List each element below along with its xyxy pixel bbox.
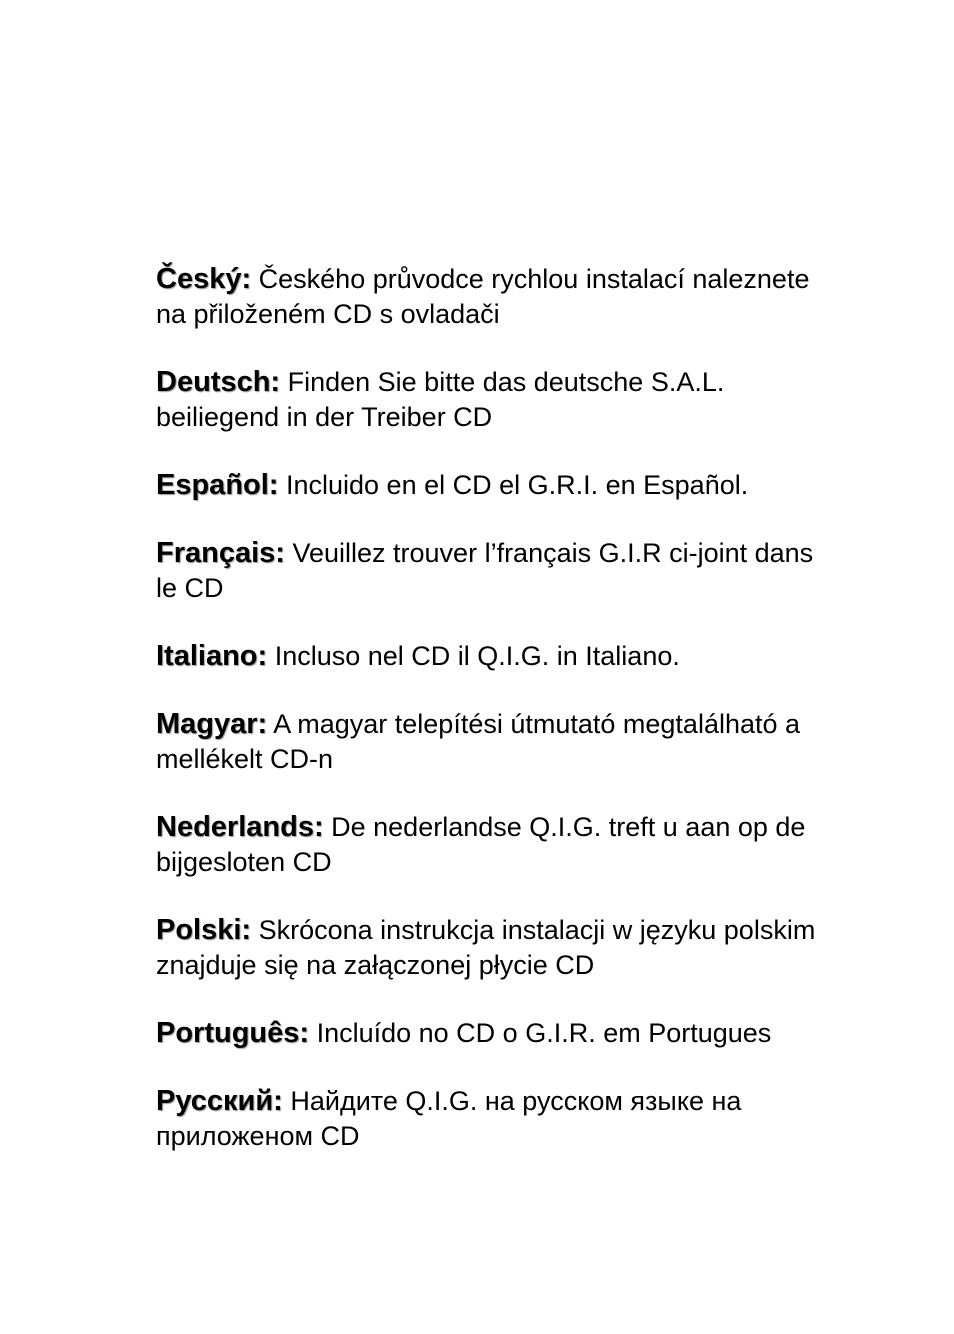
language-name: Magyar:	[156, 708, 268, 740]
entry-russian	[156, 1084, 836, 1154]
entry-german	[156, 365, 836, 435]
entry-czech	[156, 262, 836, 332]
language-name: Nederlands:	[156, 811, 324, 843]
language-name: Italiano:	[156, 640, 268, 672]
language-name: Český:	[156, 263, 252, 295]
language-name: Français:	[156, 537, 285, 569]
entry-spanish	[156, 468, 836, 503]
entry-portuguese	[156, 1016, 836, 1051]
entry-italian	[156, 639, 836, 674]
language-name: Português:	[156, 1017, 310, 1049]
language-name: Deutsch:	[156, 366, 281, 398]
language-name: Español:	[156, 469, 279, 501]
language-text: Incluído no CD o G.I.R. em Portugues	[316, 1018, 772, 1048]
language-text: Incluido en el CD el G.R.I. en Español.	[285, 470, 749, 500]
language-list	[156, 262, 836, 1187]
language-name: Polski:	[156, 914, 252, 946]
language-text: A magyar telepítési útmutató megtalálható a mellékelt CD-n	[156, 709, 801, 774]
language-name: Русский:	[156, 1085, 283, 1117]
language-text: Finden Sie bitte das deutsche S.A.L. beiliegend in der Treiber CD	[156, 367, 725, 432]
language-text: Найдите Q.I.G. на русском языке на приложеном CD	[156, 1086, 742, 1151]
language-text: Veuillez trouver l’français G.I.R ci-joint dans le CD	[156, 538, 814, 603]
language-text: Incluso nel CD il Q.I.G. in Italiano.	[274, 641, 680, 671]
language-text: Skrócona instrukcja instalacji w języku polskim znajduje się na załączonej płycie CD	[156, 915, 816, 980]
entry-hungarian	[156, 707, 836, 777]
entry-french	[156, 536, 836, 606]
entry-polish	[156, 913, 836, 983]
language-text: De nederlandse Q.I.G. treft u aan op de bijgesloten CD	[156, 812, 806, 877]
entry-dutch	[156, 810, 836, 880]
language-text: Českého průvodce rychlou instalací naleznete na přiloženém CD s ovladači	[156, 264, 810, 329]
